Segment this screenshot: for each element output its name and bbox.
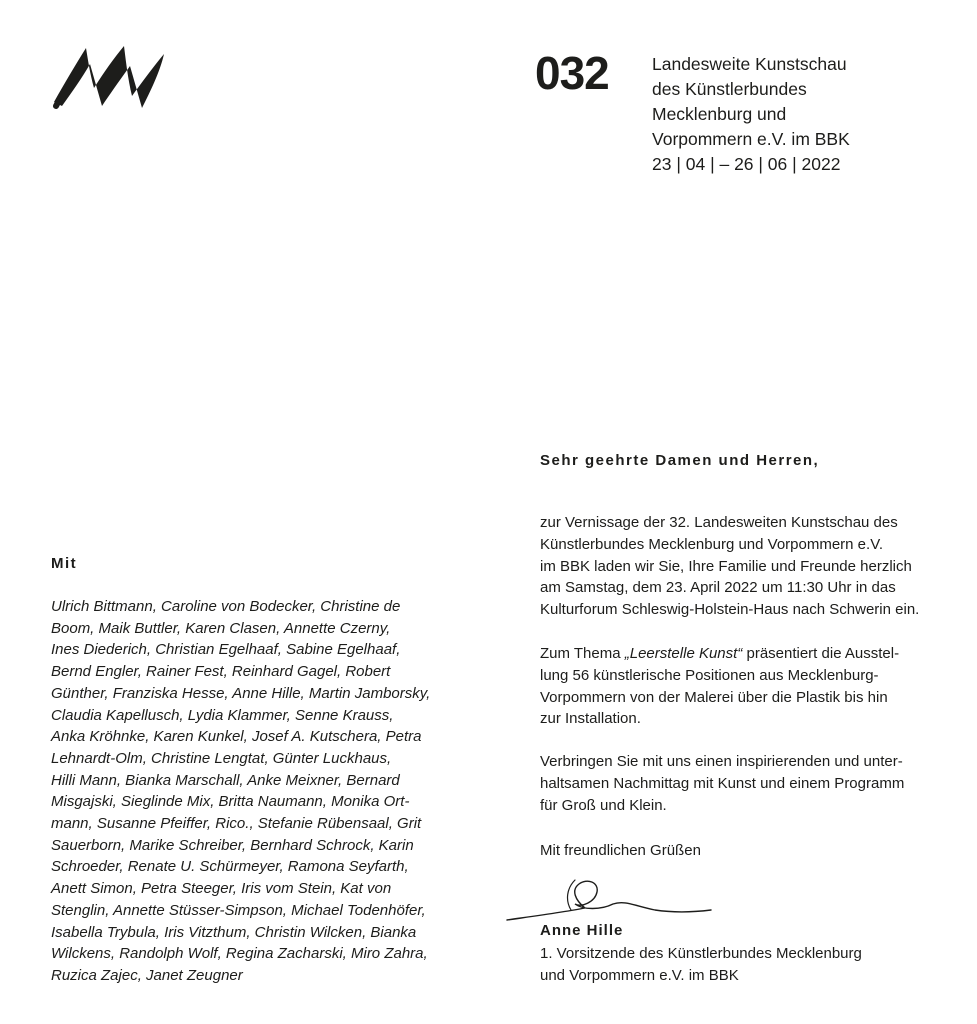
theme-suffix: präsentiert die Ausstel- (742, 645, 900, 662)
participants-line: Günther, Franziska Hesse, Anne Hille, Martin Jamborsky, (51, 684, 431, 702)
participants-line: Ulrich Bittmann, Caroline von Bodecker, Christine de (51, 598, 401, 615)
signer-name: Anne Hille (540, 922, 624, 939)
participants-line: Bernd Engler, Rainer Fest, Reinhard Gagel, Robert (51, 663, 391, 681)
paragraph-line: für Groß und Klein. (540, 796, 667, 814)
handwritten-signature (505, 870, 715, 930)
participants-line: Sauerborn, Marike Schreiber, Bernhard Schrock, Karin (51, 836, 414, 854)
participants-list (51, 596, 461, 987)
participants-line: Isabella Trybula, Iris Vitzthum, Christin Wilcken, Bianka (51, 923, 417, 941)
signer-role-line: und Vorpommern e.V. im BBK (540, 966, 739, 984)
paragraph-line: am Samstag, dem 23. April 2022 um 11:30 Uhr in das (540, 579, 896, 597)
participants-heading: Mit (51, 555, 78, 572)
participants-line: Ruzica Zajec, Janet Zeugner (51, 966, 243, 984)
title-line: Mecklenburg und (652, 104, 787, 124)
invitation-paragraph (540, 512, 919, 621)
paragraph-line (540, 643, 899, 665)
exhibition-dates: 23 | 04 | – 26 | 06 | 2022 (652, 154, 841, 174)
paragraph-line: Künstlerbundes Mecklenburg und Vorpommern e.V. (540, 535, 883, 553)
theme-paragraph (540, 643, 899, 730)
participants-line: Misgajski, Sieglinde Mix, Britta Naumann, Monika Ort- (51, 793, 410, 811)
kuenstlerbund-logo (50, 42, 168, 114)
title-line: Vorpommern e.V. im BBK (652, 129, 850, 149)
program-paragraph (540, 751, 904, 816)
participants-line: Claudia Kapellusch, Lydia Klammer, Senne Krauss, (51, 706, 394, 724)
participants-line: Hilli Mann, Bianka Marschall, Anke Meixner, Bernard (51, 771, 400, 789)
letter-salutation: Sehr geehrte Damen und Herren, (540, 452, 820, 469)
title-line: Landesweite Kunstschau (652, 54, 847, 74)
letter-closing: Mit freundlichen Grüßen (540, 842, 701, 859)
participants-line: Anka Kröhnke, Karen Kunkel, Josef A. Kutschera, Petra (51, 728, 422, 746)
paragraph-line: Verbringen Sie mit uns einen inspirierenden und unter- (540, 753, 903, 770)
title-line: des Künstlerbundes (652, 79, 807, 99)
participants-line: Wilckens, Randolph Wolf, Regina Zacharski, Miro Zahra, (51, 945, 428, 963)
participants-line: mann, Susanne Pfeiffer, Rico., Stefanie Rübensaal, Grit (51, 815, 422, 833)
exhibition-title-block (652, 52, 850, 177)
paragraph-line: lung 56 künstlerische Positionen aus Mecklenburg- (540, 666, 879, 684)
theme-prefix: Zum Thema (540, 645, 625, 662)
paragraph-line: zur Vernissage der 32. Landesweiten Kunstschau des (540, 514, 898, 531)
theme-title: „Leerstelle Kunst“ (624, 645, 743, 662)
signer-role-line: 1. Vorsitzende des Künstlerbundes Mecklenburg (540, 945, 862, 962)
participants-line: Boom, Maik Buttler, Karen Clasen, Annette Czerny, (51, 619, 391, 637)
paragraph-line: zur Installation. (540, 710, 641, 728)
paragraph-line: im BBK laden wir Sie, Ihre Familie und Freunde herzlich (540, 557, 912, 575)
participants-line: Ines Diederich, Christian Egelhaaf, Sabine Egelhaaf, (51, 641, 401, 659)
paragraph-line: haltsamen Nachmittag mit Kunst und einem Programm (540, 774, 905, 792)
paragraph-line: Vorpommern von der Malerei über die Plastik bis hin (540, 688, 888, 706)
participants-line: Lehnardt-Olm, Christine Lengtat, Günter Luckhaus, (51, 749, 392, 767)
paragraph-line: Kulturforum Schleswig-Holstein-Haus nach Schwerin ein. (540, 601, 920, 619)
participants-line: Schroeder, Renate U. Schürmeyer, Ramona Seyfarth, (51, 858, 409, 876)
exhibition-number: 032 (535, 47, 609, 99)
participants-line: Stenglin, Annette Stüsser-Simpson, Michael Todenhöfer, (51, 901, 426, 919)
participants-line: Anett Simon, Petra Steeger, Iris vom Stein, Kat von (51, 880, 392, 898)
signer-role (540, 943, 862, 987)
